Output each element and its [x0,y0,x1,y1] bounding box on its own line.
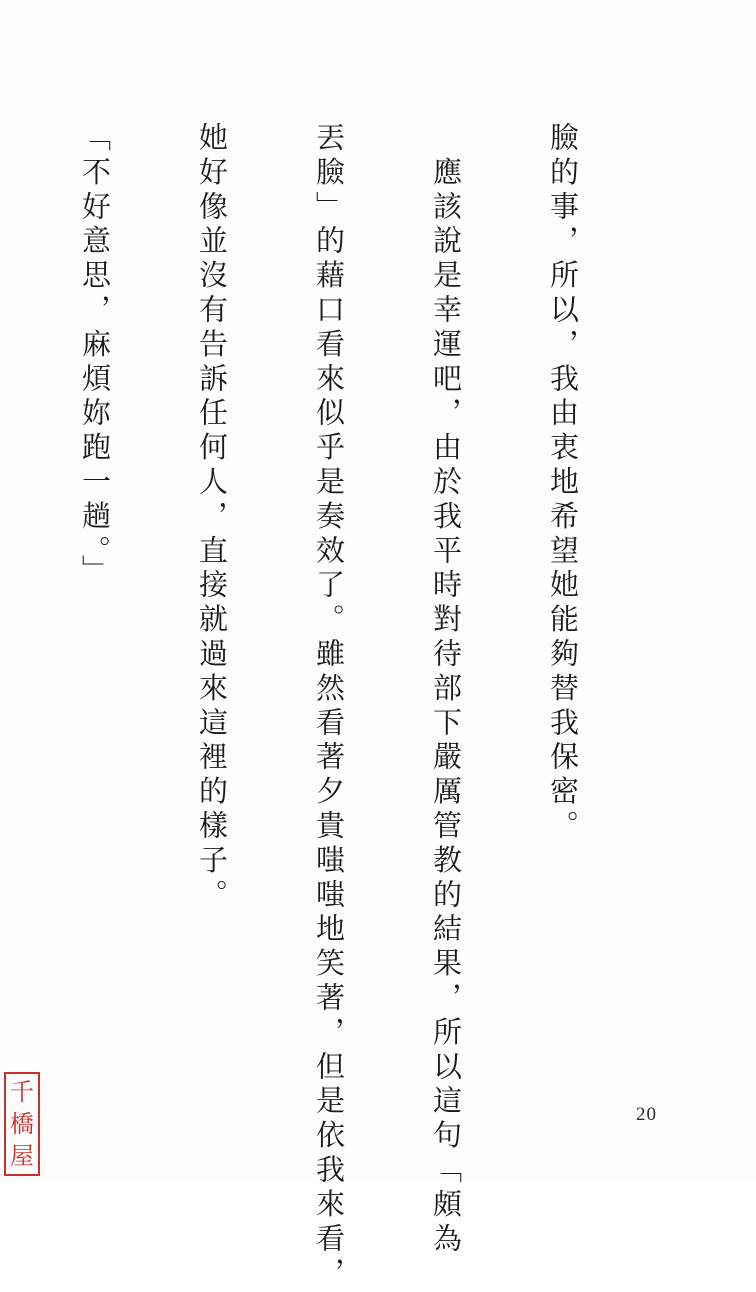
text-line: 「不好意思，麻煩妳跑一趟。」 [78,122,112,590]
publisher-seal [4,1072,40,1176]
text-line: 丟臉」的藉口看來似乎是奏效了。雖然看著夕貴嗤嗤地笑著，但是依我來看， [312,122,346,1292]
text-line: 應該說是幸運吧，由於我平時對待部下嚴厲管教的結果，所以這句「頗為 [429,122,463,1258]
seal-char: 橋 [10,1110,34,1138]
page-number: 20 [636,1104,657,1125]
text-line: 臉的事，所以，我由衷地希望她能夠替我保密。 [546,122,580,845]
text-line: 她好像並沒有告訴任何人，直接就過來這裡的樣子。 [195,122,229,914]
seal-char: 屋 [10,1142,34,1170]
seal-char: 千 [10,1078,34,1106]
